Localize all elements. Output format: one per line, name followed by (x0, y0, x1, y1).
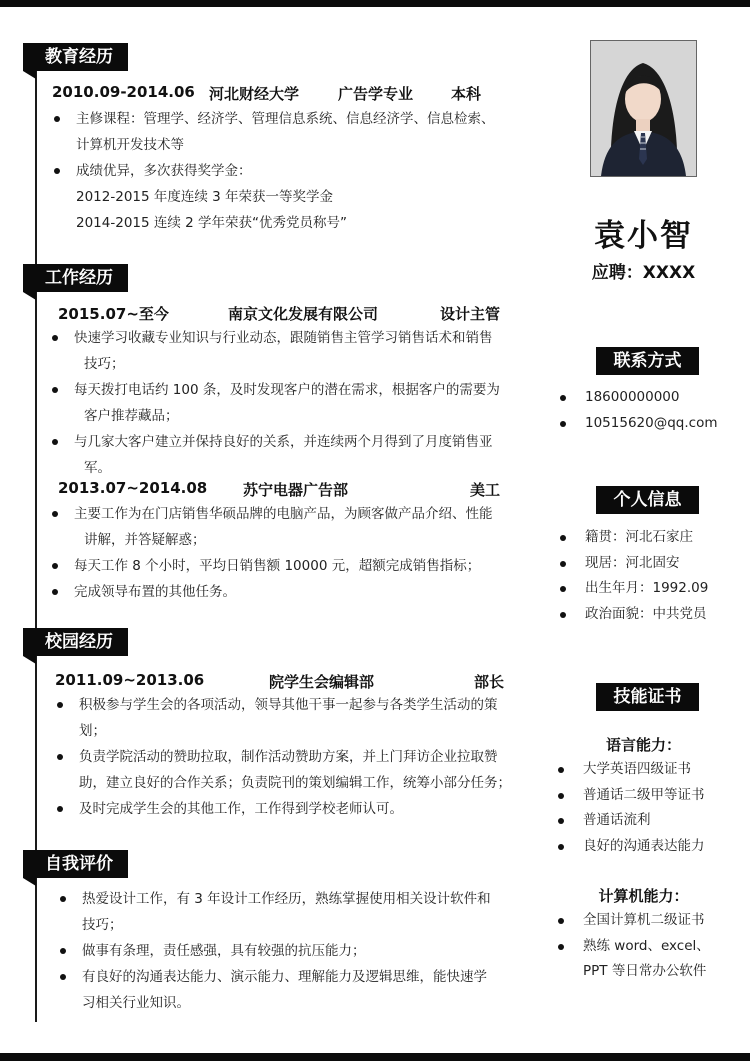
section-title-education: 教育经历 (23, 43, 128, 71)
list-item: 主修课程：管理学、经济学、管理信息系统、信息经济学、信息检索、 计算机开发技术等 (52, 106, 522, 158)
section-title-work: 工作经历 (23, 264, 128, 292)
education-school: 河北财经大学 (209, 85, 300, 103)
education-list (52, 106, 522, 236)
list-item: 良好的沟通表达能力 (553, 834, 705, 860)
list-item: 现居：河北固安 (555, 551, 708, 577)
language-skills-list (553, 757, 705, 859)
list-item: 快速学习收藏专业知识与行业动态，跟随销售主管学习销售话术和销售 技巧； (50, 325, 515, 377)
list-item: 普通话流利 (553, 808, 705, 834)
list-item: 全国计算机二级证书 (553, 908, 710, 934)
list-item: 每天工作 8 个小时，平均日销售额 10000 元，超额完成销售指标； (50, 553, 515, 579)
candidate-name: 袁小智 (594, 218, 693, 254)
section-title-campus: 校园经历 (23, 628, 128, 656)
list-item: 成绩优异，多次获得奖学金： 2012-2015 年度连续 3 年荣获一等奖学金 2014-2015 连续 2 学年荣获“优秀党员称号” (52, 158, 522, 236)
email-address: 10515620@qq.com (555, 411, 717, 437)
apply-position: 应聘：XXXX (591, 263, 696, 283)
section-title-self: 自我评价 (23, 850, 128, 878)
education-header (52, 83, 512, 105)
phone-number: 18600000000 (555, 385, 717, 411)
list-item: 出生年月：1992.09 (555, 576, 708, 602)
info-title: 个人信息 (596, 486, 699, 514)
skills-title: 技能证书 (596, 683, 699, 711)
list-item: 政治面貌：中共党员 (555, 602, 708, 628)
info-list (555, 525, 708, 627)
list-item: 熟练 word、excel、 (553, 934, 710, 960)
computer-skills-title: 计算机能力： (598, 887, 689, 905)
list-item: 完成领导布置的其他任务。 (50, 579, 515, 605)
campus-org: 院学生会编辑部 (269, 673, 375, 691)
language-skills-title: 语言能力： (605, 736, 681, 754)
job2-position: 美工 (470, 481, 501, 499)
portrait-photo-icon (591, 41, 696, 176)
list-item: 与几家大客户建立并保持良好的关系，并连续两个月得到了月度销售亚 军。 (50, 429, 515, 481)
list-item: 普通话二级甲等证书 (553, 783, 705, 809)
job2-period: 2013.07~2014.08 (58, 479, 208, 497)
bottom-border-bar (0, 1053, 750, 1061)
job2-company: 苏宁电器广告部 (243, 481, 349, 499)
contact-title: 联系方式 (596, 347, 699, 375)
education-degree: 本科 (451, 85, 482, 103)
list-item: 有良好的沟通表达能力、演示能力、理解能力及逻辑思维，能快速学 习相关行业知识。 (58, 964, 523, 1016)
self-list (58, 886, 523, 1016)
list-item: 主要工作为在门店销售华硕品牌的电脑产品，为顾客做产品介绍、性能 讲解，并答疑解惑； (50, 501, 515, 553)
list-item: 做事有条理，责任感强，具有较强的抗压能力； (58, 938, 523, 964)
education-major: 广告学专业 (338, 85, 414, 103)
computer-skills-list (553, 908, 710, 985)
campus-role: 部长 (474, 673, 505, 691)
list-item: 积极参与学生会的各项活动，领导其他干事一起参与各类学生活动的策 划； (55, 692, 520, 744)
list-item: PPT 等日常办公软件 (583, 963, 707, 979)
list-item: 大学英语四级证书 (553, 757, 705, 783)
list-item: 负责学院活动的赞助拉取，制作活动赞助方案，并上门拜访企业拉取赞 助，建立良好的合作关系；负责院刊的策划编辑工作，统筹小部分任务； (55, 744, 520, 796)
job1-list (50, 325, 515, 481)
job1-header (58, 303, 508, 325)
job1-period: 2015.07~至今 (58, 305, 169, 323)
campus-period: 2011.09~2013.06 (55, 671, 205, 689)
job2-header (58, 479, 508, 501)
job1-position: 设计主管 (440, 305, 501, 323)
portrait-photo (590, 40, 697, 177)
top-border-bar (0, 0, 750, 7)
job2-list (50, 501, 515, 605)
job1-company: 南京文化发展有限公司 (228, 305, 379, 323)
list-item: 及时完成学生会的其他工作，工作得到学校老师认可。 (55, 796, 520, 822)
list-item: 籍贯：河北石家庄 (555, 525, 708, 551)
list-item: 每天拨打电话约 100 条，及时发现客户的潜在需求，根据客户的需要为 客户推荐藏品； (50, 377, 515, 429)
contact-list (555, 385, 717, 436)
list-item: 热爱设计工作，有 3 年设计工作经历，熟练掌握使用相关设计软件和 技巧； (58, 886, 523, 938)
campus-header (55, 671, 510, 693)
campus-list (55, 692, 520, 822)
education-period: 2010.09-2014.06 (52, 83, 195, 101)
